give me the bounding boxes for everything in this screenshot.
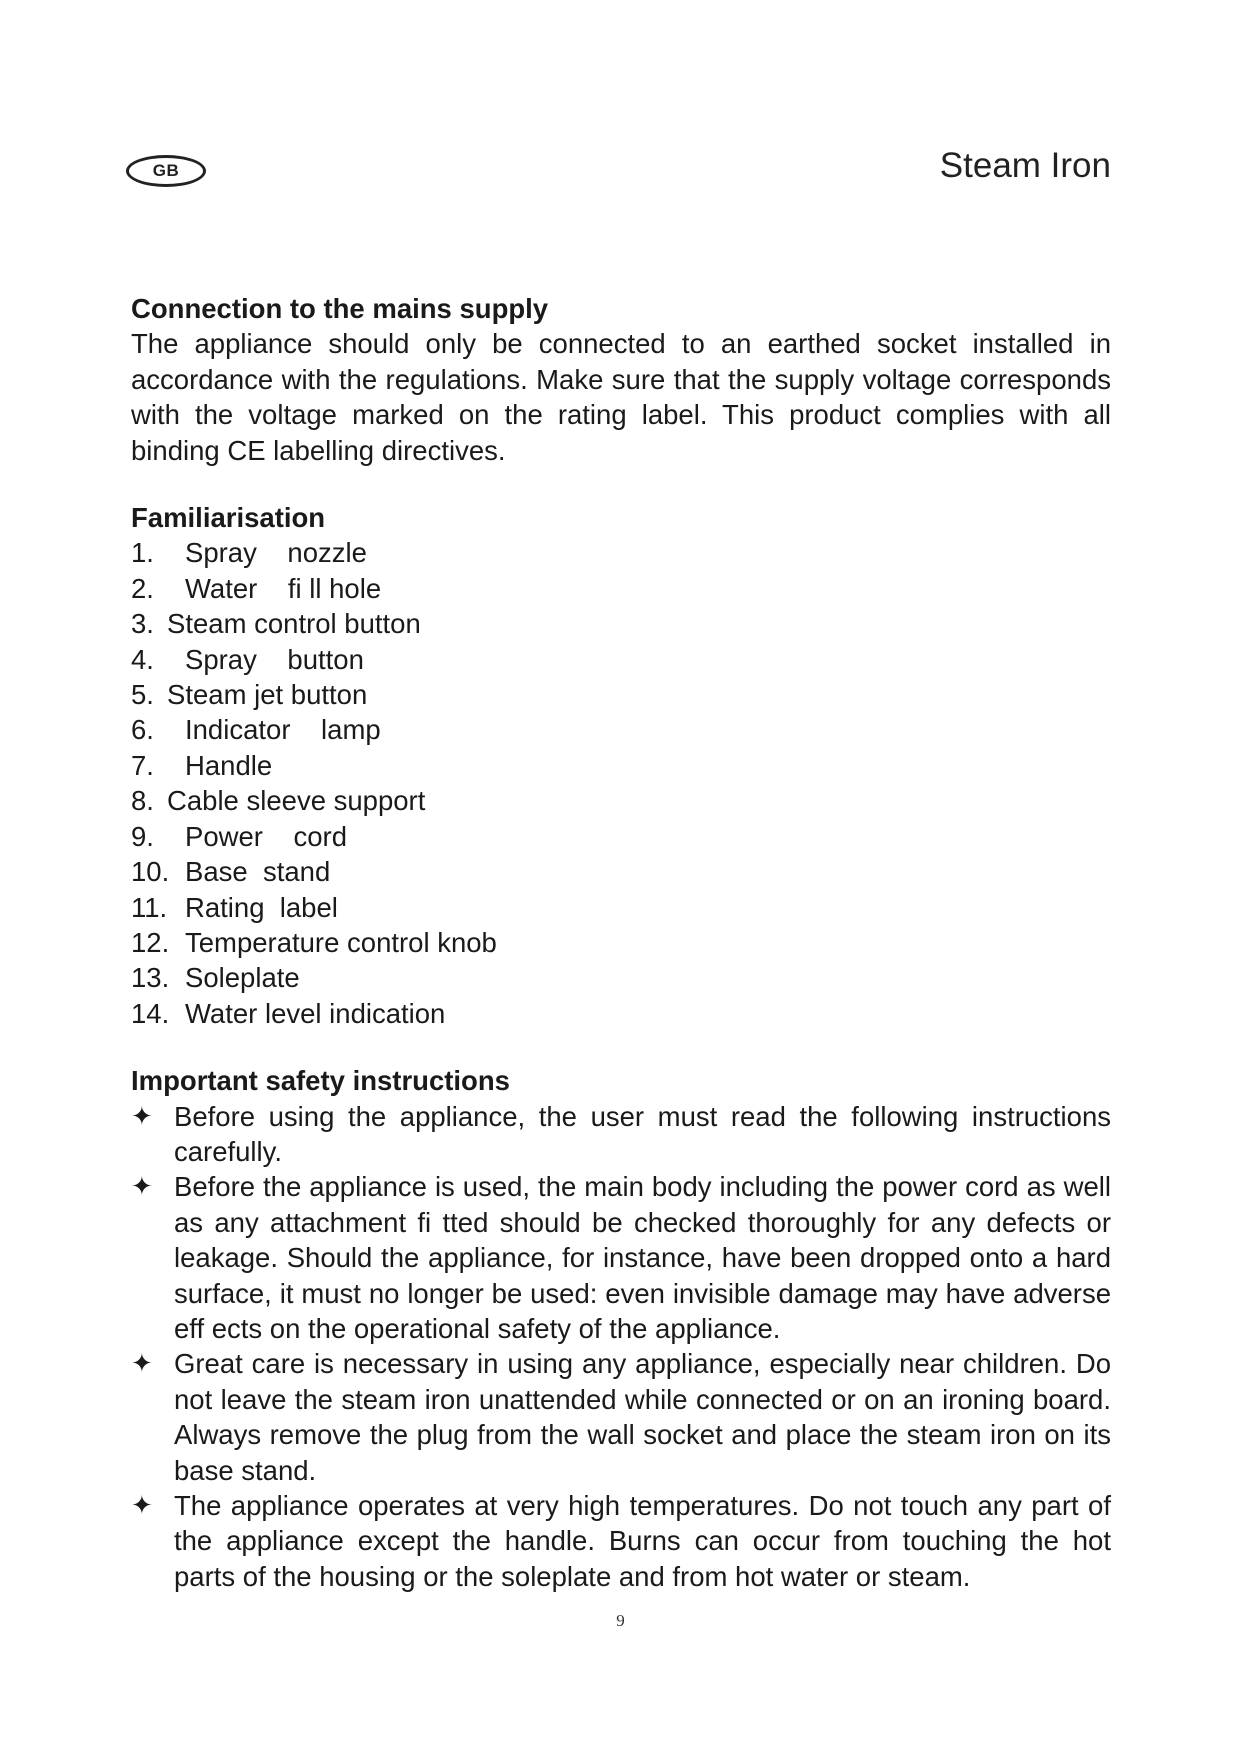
item-label: Cable sleeve support xyxy=(167,785,426,817)
list-item xyxy=(131,748,1111,783)
safety-item-text: The appliance operates at very high temperatures. Do not touch any part of the appliance except the handle. Burns can occur from touching the hot parts of the housing or the soleplate and from hot water or steam. xyxy=(174,1490,1111,1592)
item-label: Base stand xyxy=(185,856,331,888)
item-number: 13. xyxy=(131,962,170,994)
four-point-star-icon: ✦ xyxy=(131,1100,153,1131)
item-label: Spray button xyxy=(185,643,364,675)
list-item xyxy=(131,677,1111,712)
safety-item-text: Great care is necessary in using any appliance, especially near children. Do not leave the steam iron unattended while connected or on an ironing board. Always remove the plug from the wall socket and place the steam iron on its base stand. xyxy=(174,1348,1111,1486)
list-item xyxy=(131,996,1111,1031)
item-number: 9. xyxy=(131,820,154,852)
document-title: Steam Iron xyxy=(939,146,1111,185)
item-number: 8. xyxy=(131,785,154,817)
item-number: 10. xyxy=(131,856,170,888)
list-item xyxy=(131,606,1111,641)
list-item xyxy=(131,535,1111,570)
mains-supply-paragraph: The appliance should only be connected to an earthed socket installed in accordance with the regulations. Make sure that the supply voltage corresponds with the voltage marked on the rating label. This product complies with all binding CE labelling directives. xyxy=(131,328,1111,466)
list-item xyxy=(131,960,1111,995)
list-item xyxy=(131,571,1111,606)
item-label: Spray nozzle xyxy=(185,537,367,569)
four-point-star-icon: ✦ xyxy=(131,1490,153,1520)
item-label: Temperature control knob xyxy=(185,926,497,958)
list-item xyxy=(131,819,1111,854)
safety-item-text: Before using the appliance, the user must read the following instructions carefully. xyxy=(174,1100,1111,1167)
page-number: 9 xyxy=(616,1611,625,1630)
item-number: 5. xyxy=(131,679,154,711)
item-number: 7. xyxy=(131,749,154,781)
four-point-star-icon: ✦ xyxy=(131,1171,153,1202)
list-item xyxy=(131,925,1111,960)
safety-list xyxy=(131,1099,1111,1595)
item-number: 11. xyxy=(131,891,168,923)
item-label: Handle xyxy=(185,749,273,781)
item-number: 6. xyxy=(131,714,154,746)
list-item xyxy=(131,1346,1111,1488)
four-point-star-icon: ✦ xyxy=(131,1348,153,1379)
list-item xyxy=(131,712,1111,747)
parts-list xyxy=(131,535,1111,1031)
item-label: Soleplate xyxy=(185,962,300,994)
item-number: 14. xyxy=(131,997,170,1029)
list-item xyxy=(131,1169,1111,1346)
page-content xyxy=(131,291,1111,1594)
language-badge: GB xyxy=(126,155,206,187)
item-number: 4. xyxy=(131,643,154,675)
list-item xyxy=(131,783,1111,818)
spacer xyxy=(131,1031,1111,1063)
item-label: Water level indication xyxy=(185,997,446,1029)
list-item xyxy=(131,854,1111,889)
item-number: 1. xyxy=(131,537,154,569)
safety-item-text: Before the appliance is used, the main body including the power cord as well as any attachment fi tted should be checked thoroughly for any defects or leakage. Should the appliance, for instance, have been dropped onto a hard surface, it must no longer be used: even invisible damage may have adverse eff ects on the operational safety of the appliance. xyxy=(174,1171,1111,1344)
list-item xyxy=(131,890,1111,925)
list-item xyxy=(131,1099,1111,1170)
list-item xyxy=(131,642,1111,677)
item-label: Rating label xyxy=(185,891,338,923)
item-label: Water fi ll hole xyxy=(185,572,382,604)
spacer xyxy=(131,468,1111,500)
safety-heading: Important safety instructions xyxy=(131,1065,510,1097)
item-label: Steam jet button xyxy=(167,679,368,711)
item-label: Indicator lamp xyxy=(185,714,381,746)
item-number: 3. xyxy=(131,608,154,640)
item-number: 2. xyxy=(131,572,154,604)
item-number: 12. xyxy=(131,926,170,958)
item-label: Power cord xyxy=(185,820,348,852)
familiarisation-heading: Familiarisation xyxy=(131,502,326,534)
list-item xyxy=(131,1488,1111,1594)
item-label: Steam control button xyxy=(167,608,421,640)
mains-supply-heading: Connection to the mains supply xyxy=(131,293,549,324)
